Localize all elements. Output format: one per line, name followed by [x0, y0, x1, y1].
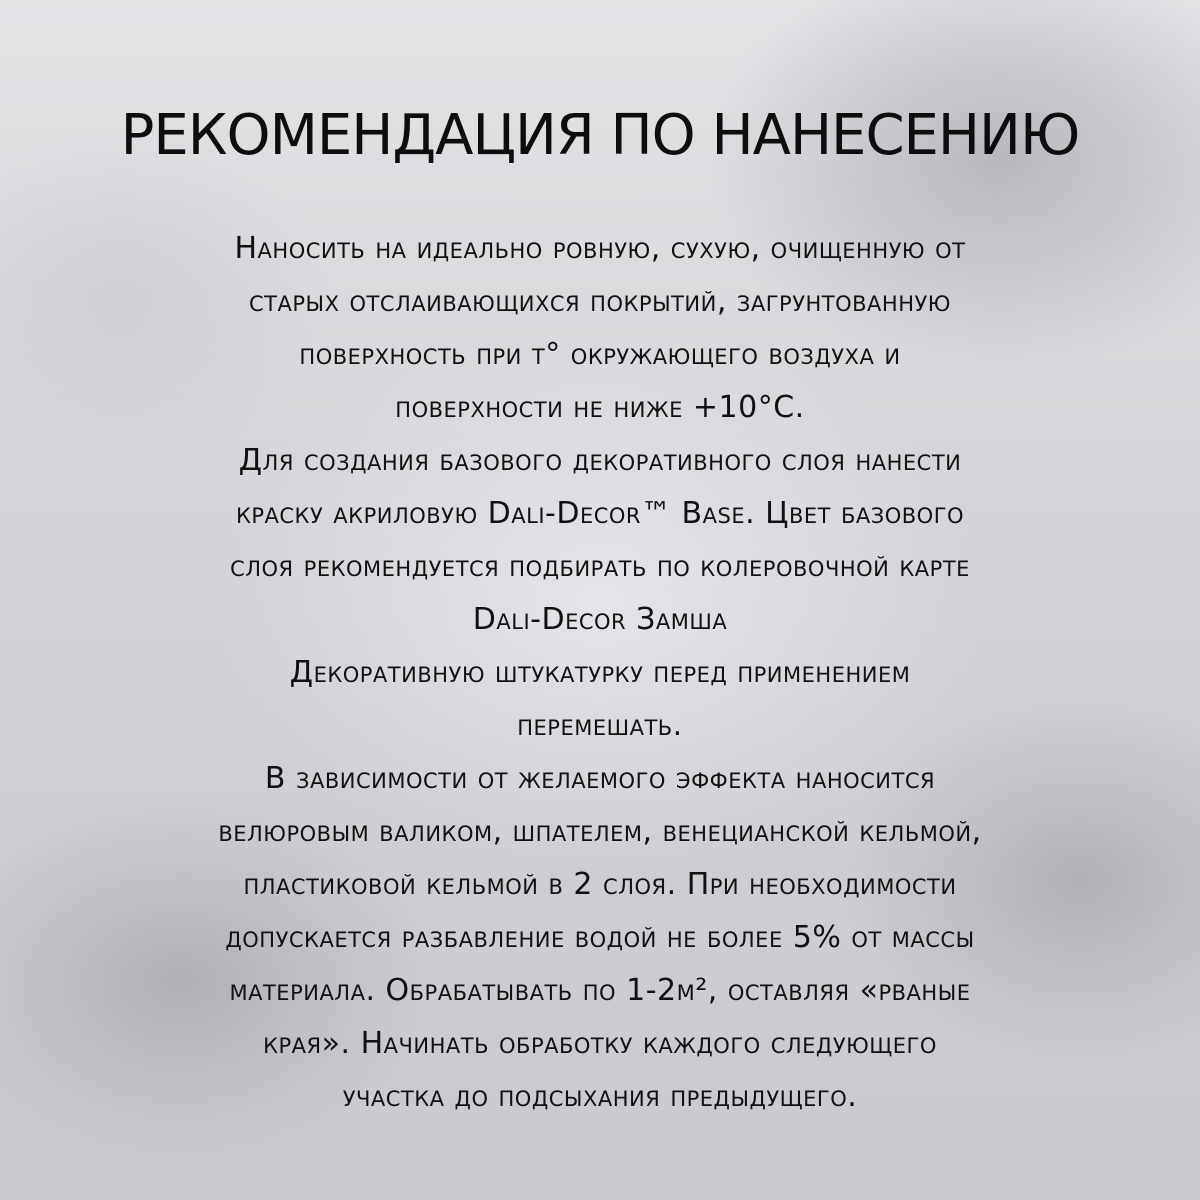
instructions-text: [80, 222, 1120, 1123]
instruction-line: поверхность при t° окружающего воздуха и: [299, 337, 901, 372]
instruction-line: Наносить на идеально ровную, сухую, очищенную от: [234, 231, 966, 266]
instruction-line: Dali-Decor Замша: [472, 602, 728, 637]
instruction-line: слоя рекомендуется подбирать по колеровочной карте: [230, 549, 970, 584]
instruction-line: допускается разбавление водой не более 5% от массы: [225, 920, 975, 955]
instruction-line: Для создания базового декоративного слоя нанести: [238, 443, 962, 478]
instruction-line: В зависимости от желаемого эффекта наносится: [264, 761, 936, 796]
instruction-line: края». Начинать обработку каждого следующего: [263, 1026, 937, 1061]
page-title: РЕКОМЕНДАЦИЯ ПО НАНЕСЕНИЮ: [120, 103, 1080, 168]
instruction-line: пластиковой кельмой в 2 слоя. При необходимости: [243, 867, 957, 902]
instruction-line: материала. Обрабатывать по 1-2м², оставляя «рваные: [229, 973, 971, 1008]
instruction-line: участка до подсыхания предыдущего.: [342, 1079, 858, 1114]
instruction-line: Декоративную штукатурку перед применением: [289, 655, 911, 690]
instruction-line: поверхности не ниже +10°C.: [395, 390, 805, 425]
instruction-line: краску акриловую Dali-Decor™ Base. Цвет базового: [235, 496, 965, 531]
instruction-line: велюровым валиком, шпателем, венецианской кельмой,: [218, 814, 982, 849]
instruction-line: старых отслаивающихся покрытий, загрунтованную: [249, 284, 951, 319]
recommendation-card: [80, 100, 1120, 1123]
instruction-line: перемешать.: [517, 708, 683, 743]
